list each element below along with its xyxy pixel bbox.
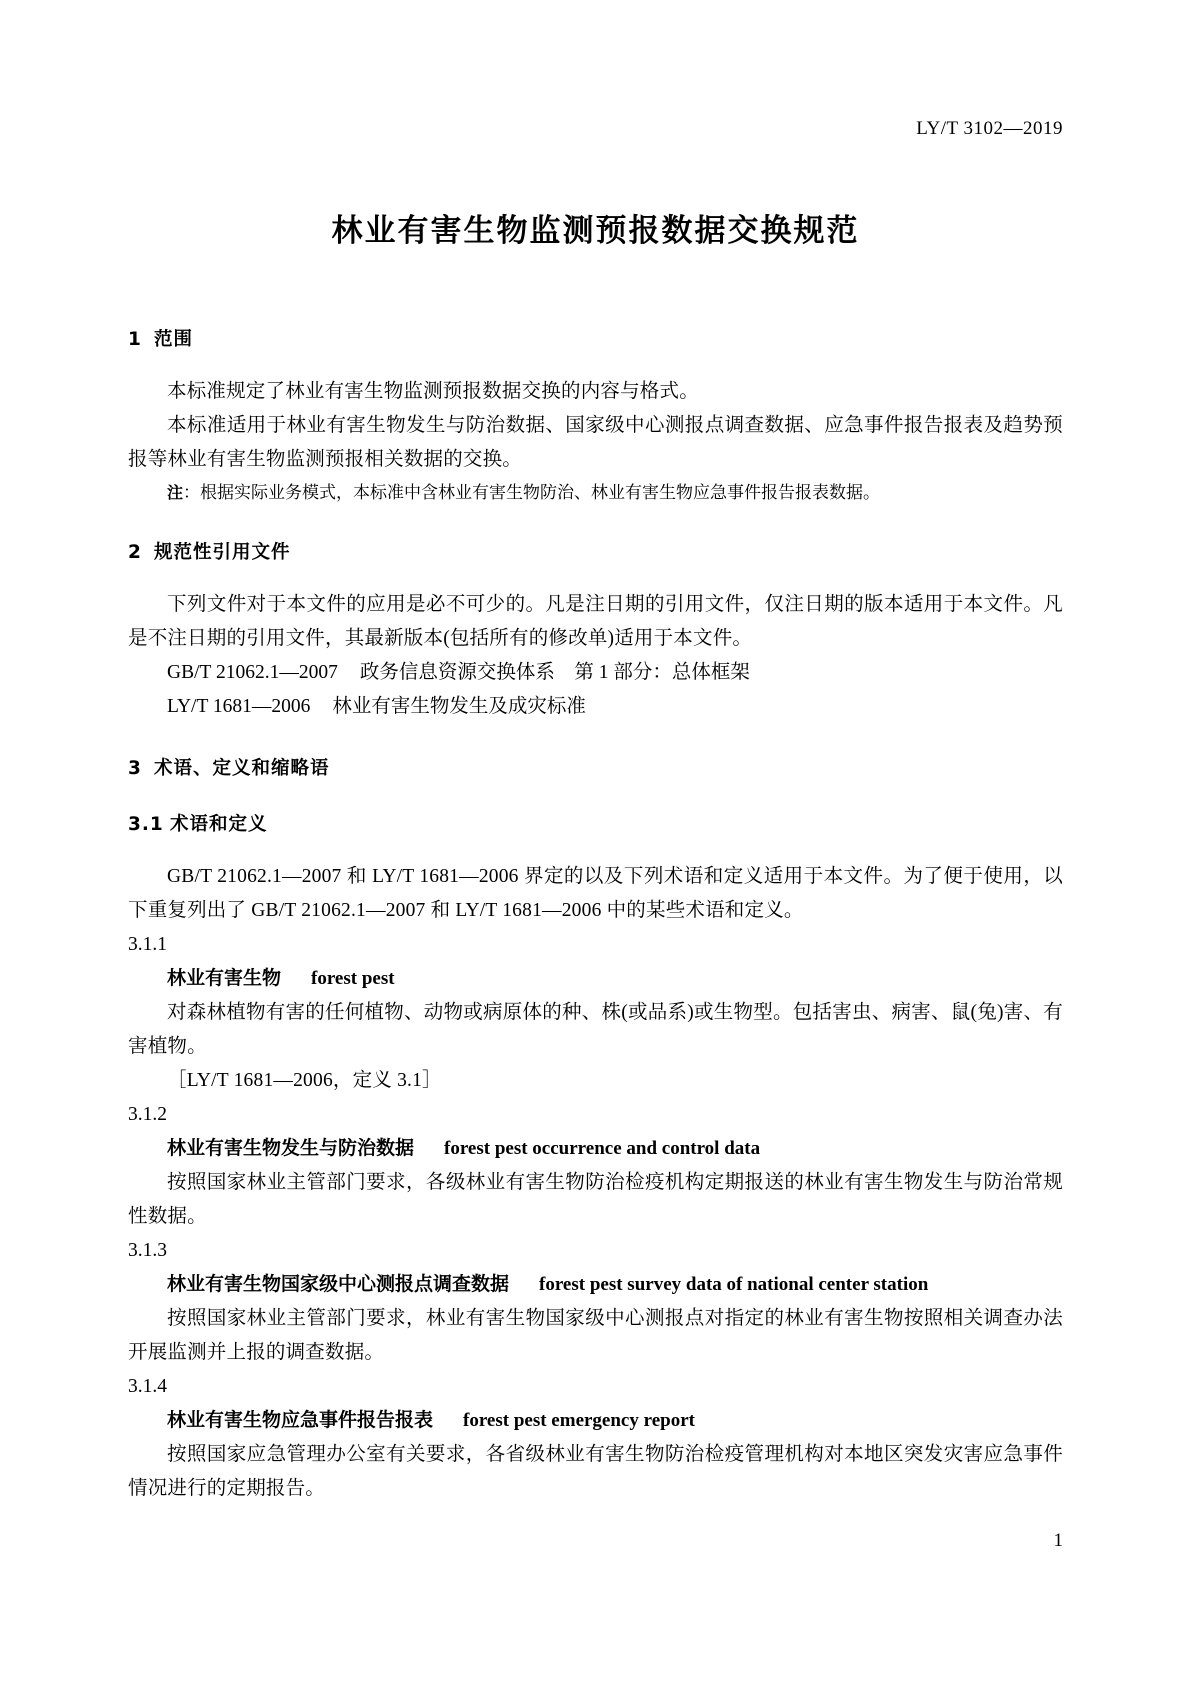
reference-item-2	[128, 690, 1063, 724]
term-definition-3-1-2: 按照国家林业主管部门要求，各级林业有害生物防治检疫机构定期报送的林业有害生物发生与防治常规性数据。	[128, 1172, 1063, 1227]
term-name-cn-3-1-4: 林业有害生物应急事件报告报表	[167, 1409, 434, 1431]
section-1-paragraph-2: 本标准适用于林业有害生物发生与防治数据、国家级中心测报点调查数据、应急事件报告报表及趋势预报等林业有害生物监测预报相关数据的交换。	[128, 415, 1063, 470]
term-number-3-1-4: 3.1.4	[128, 1376, 167, 1397]
term-name-en-3-1-1: forest pest	[311, 968, 395, 989]
section-1-number: 1	[128, 329, 142, 350]
section-3-number: 3	[128, 758, 142, 779]
term-definition-3-1-4: 按照国家应急管理办公室有关要求，各省级林业有害生物防治检疫管理机构对本地区突发灾害应急事件情况进行的定期报告。	[128, 1444, 1063, 1499]
subsection-3-1-heading-wrap	[128, 810, 1063, 836]
section-3-heading	[128, 754, 1063, 780]
page-number: 1	[1053, 1530, 1063, 1551]
subsection-3-1-number: 3.1	[128, 814, 164, 835]
section-2-number: 2	[128, 542, 142, 563]
section-2-heading-wrap	[128, 538, 1063, 564]
section-2-paragraph-1: 下列文件对于本文件的应用是必不可少的。凡是注日期的引用文件，仅注日期的版本适用于本文件。凡是不注日期的引用文件，其最新版本(包括所有的修改单)适用于本文件。	[128, 594, 1063, 649]
section-1-title: 范围	[154, 329, 194, 350]
document-body	[128, 295, 1063, 1506]
term-name-en-3-1-4: forest pest emergency report	[463, 1410, 695, 1431]
section-3-heading-wrap	[128, 754, 1063, 780]
term-name-cn-3-1-2: 林业有害生物发生与防治数据	[167, 1137, 415, 1159]
term-definition-3-1-1: 对森林植物有害的任何植物、动物或病原体的种、株(或品系)或生物型。包括害虫、病害、鼠(兔)害、有害植物。	[128, 1002, 1063, 1057]
section-1-heading	[128, 325, 1063, 351]
term-title-3-1-3	[128, 1267, 1063, 1302]
subsection-3-1-title: 术语和定义	[170, 814, 268, 835]
term-name-cn-3-1-1: 林业有害生物	[167, 967, 282, 989]
term-name-en-3-1-2: forest pest occurrence and control data	[444, 1138, 761, 1159]
term-title-3-1-1	[128, 961, 1063, 996]
subsection-3-1-heading	[128, 810, 1063, 836]
section-1-note	[128, 477, 1063, 508]
section-3-title: 术语、定义和缩略语	[154, 758, 330, 779]
standard-code-header: LY/T 3102—2019	[916, 118, 1063, 139]
page-title: 林业有害生物监测预报数据交换规范	[331, 213, 860, 249]
term-name-en-3-1-3: forest pest survey data of national center station	[539, 1274, 929, 1295]
reference-1-code: GB/T 21062.1—2007	[167, 662, 338, 683]
note-label: 注	[167, 483, 184, 502]
term-name-cn-3-1-3: 林业有害生物国家级中心测报点调查数据	[167, 1273, 510, 1295]
section-2-title: 规范性引用文件	[154, 542, 291, 563]
spacer	[128, 574, 1063, 588]
term-title-3-1-2	[128, 1131, 1063, 1166]
subsection-3-1-intro: GB/T 21062.1—2007 和 LY/T 1681—2006 界定的以及下列术语和定义适用于本文件。为了便于使用，以下重复列出了 GB/T 21062.1—2007 和 LY/T 1681—2006 中的某些术语和定义。	[128, 866, 1063, 921]
note-text: ：根据实际业务模式，本标准中含林业有害生物防治、林业有害生物应急事件报告报表数据。	[183, 483, 881, 502]
reference-2-code: LY/T 1681—2006	[167, 696, 311, 717]
term-title-3-1-4	[128, 1403, 1063, 1438]
term-source-3-1-1: ［LY/T 1681—2006，定义 3.1］	[167, 1070, 442, 1091]
term-number-3-1-1: 3.1.1	[128, 934, 167, 955]
term-definition-3-1-3: 按照国家林业主管部门要求，林业有害生物国家级中心测报点对指定的林业有害生物按照相关调查办法开展监测并上报的调查数据。	[128, 1308, 1063, 1363]
section-1-heading-wrap	[128, 325, 1063, 351]
term-number-3-1-2: 3.1.2	[128, 1104, 167, 1125]
spacer	[128, 361, 1063, 375]
spacer	[128, 846, 1063, 860]
reference-2-name: 林业有害生物发生及成灾标准	[332, 696, 586, 717]
section-1-paragraph-1: 本标准规定了林业有害生物监测预报数据交换的内容与格式。	[167, 381, 699, 402]
reference-1-name: 政务信息资源交换体系 第 1 部分：总体框架	[359, 662, 750, 683]
term-number-3-1-3: 3.1.3	[128, 1240, 167, 1261]
reference-item-1	[128, 656, 1063, 690]
section-2-heading	[128, 538, 1063, 564]
